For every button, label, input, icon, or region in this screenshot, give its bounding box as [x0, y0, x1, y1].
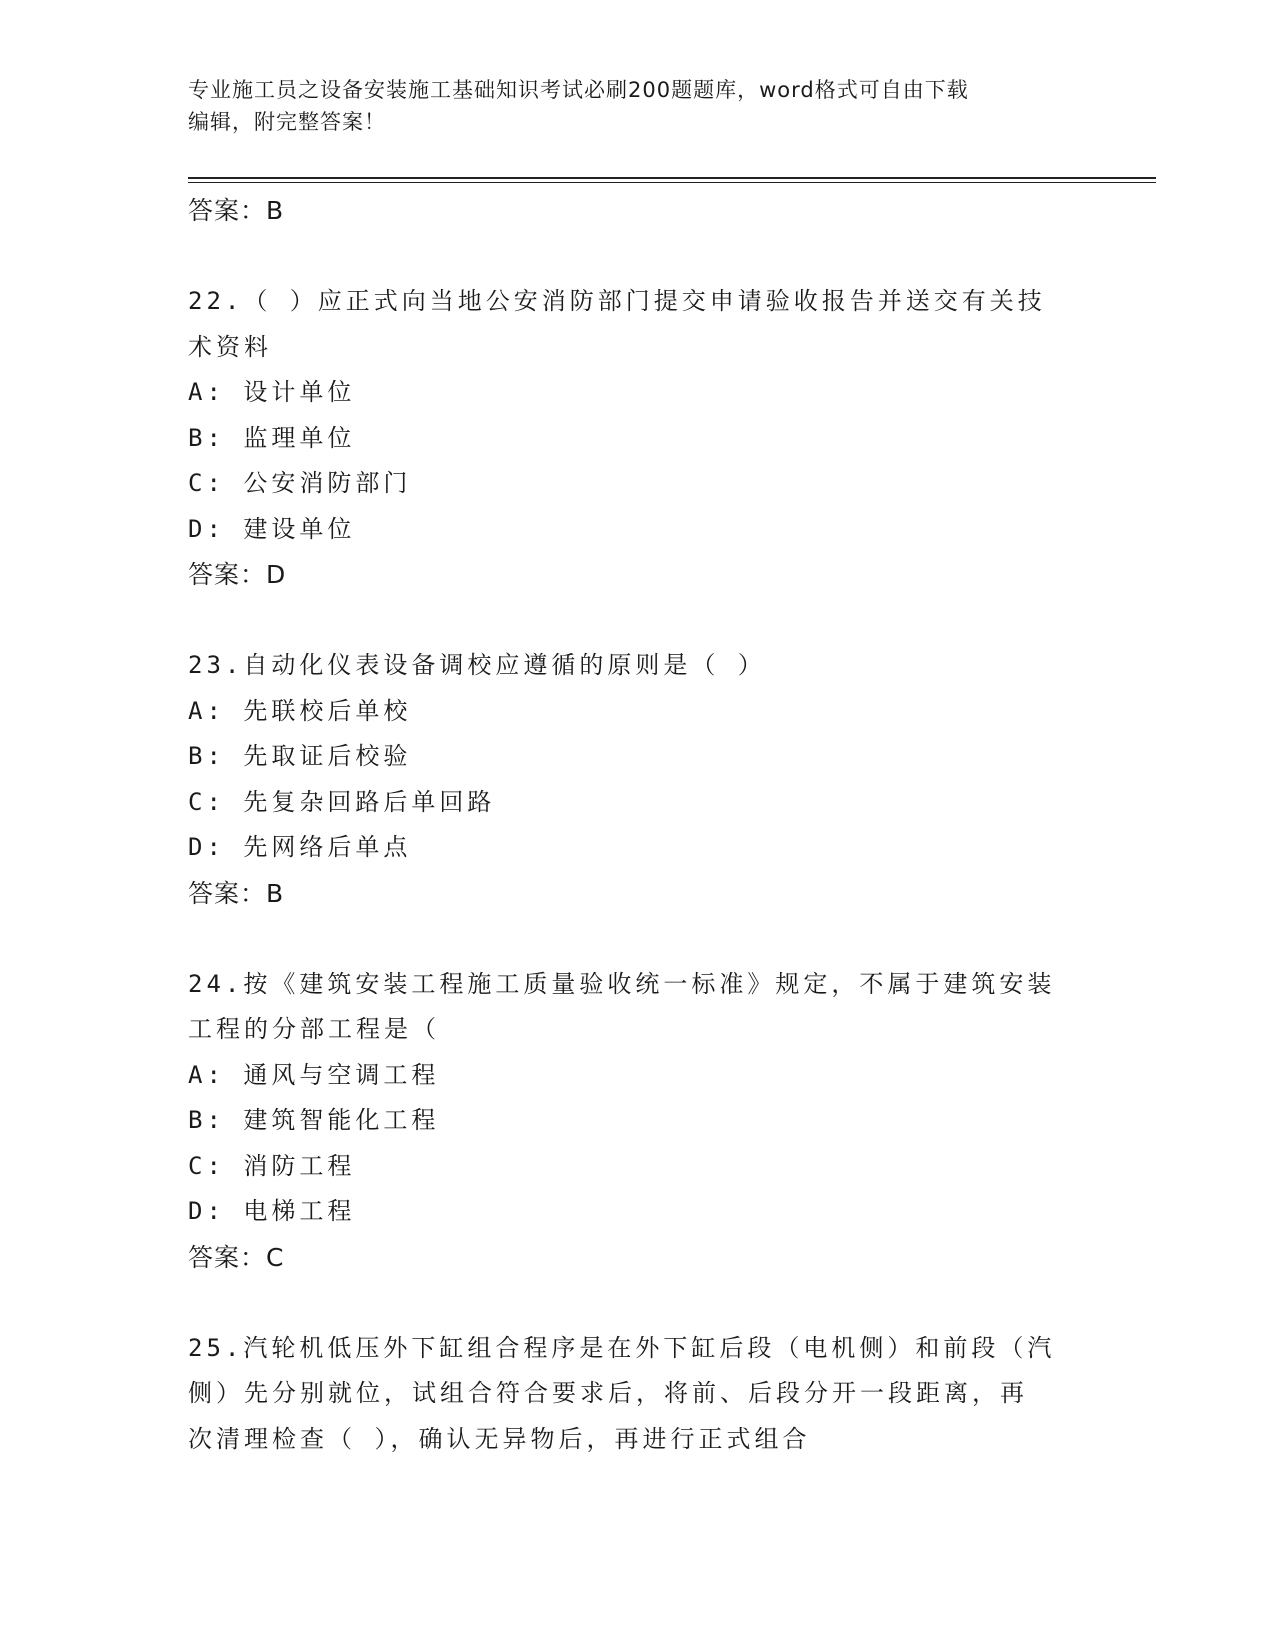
- option-b: B: 先取证后校验: [188, 742, 412, 770]
- question-stem: 工程的分部工程是（: [188, 1015, 440, 1043]
- question-stem: 24.按《建筑安装工程施工质量验收统一标准》规定，不属于建筑安装: [188, 969, 1056, 998]
- question-stem: 23.自动化仪表设备调校应遵循的原则是（ ）: [188, 651, 766, 679]
- option-c: C: 公安消防部门: [188, 469, 412, 497]
- question-stem: 侧）先分别就位，试组合符合要求后，将前、后段分开一段距离，再: [188, 1379, 1028, 1407]
- option-b: B: 建筑智能化工程: [188, 1106, 440, 1134]
- question-stem: 25.汽轮机低压外下缸组合程序是在外下缸后段（电机侧）和前段（汽: [188, 1333, 1056, 1362]
- option-d: D: 先网络后单点: [188, 833, 412, 861]
- question-stem: 22.（ ）应正式向当地公安消防部门提交申请验收报告并送交有关技: [188, 287, 1046, 315]
- option-d: D: 电梯工程: [188, 1197, 356, 1225]
- option-b: B: 监理单位: [188, 423, 356, 452]
- option-a: A: 设计单位: [188, 378, 356, 406]
- option-d: D: 建设单位: [188, 514, 356, 543]
- option-a: A: 先联校后单校: [188, 696, 412, 725]
- option-c: C: 消防工程: [188, 1151, 356, 1180]
- question-stem: 次清理检查（ ），确认无异物后，再进行正式组合: [188, 1424, 811, 1453]
- answer-line: 答案：C: [188, 1242, 285, 1272]
- question-list: [188, 188, 1088, 1462]
- question-23: [188, 643, 1088, 916]
- option-a: A: 通风与空调工程: [188, 1060, 440, 1089]
- answer-line: 答案：D: [188, 560, 287, 589]
- option-c: C: 先复杂回路后单回路: [188, 787, 496, 816]
- question-24: [188, 962, 1088, 1281]
- question-stem: 术资料: [188, 332, 272, 361]
- document-header: 专业施工员之设备安装施工基础知识考试必刷200题题库，word格式可自由下载 编辑，附完整答案！: [188, 78, 969, 134]
- answer-line: 答案：B: [188, 196, 285, 225]
- answer-line: 答案：B: [188, 878, 285, 908]
- header-divider-thin: [188, 182, 1156, 183]
- question-22: [188, 279, 1088, 598]
- question-25: [188, 1326, 1088, 1463]
- header-divider-thick: [188, 177, 1156, 179]
